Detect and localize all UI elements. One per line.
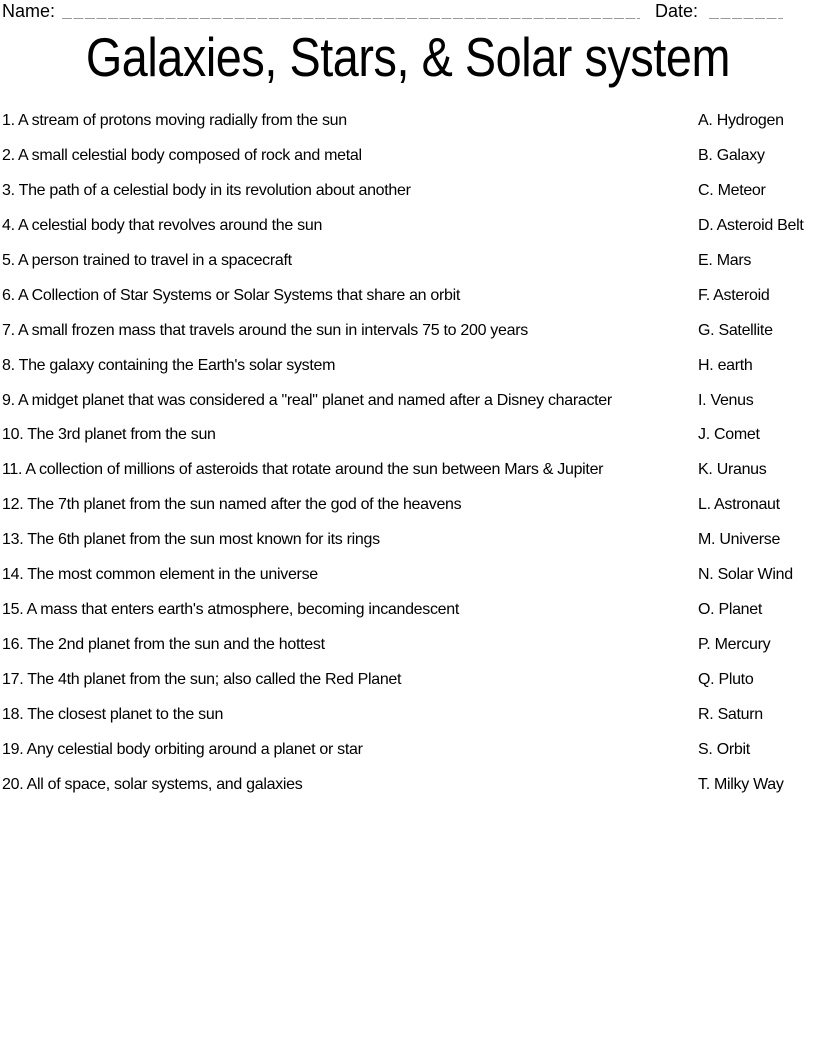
- date-blank-line: [709, 0, 783, 19]
- answer-item: [698, 670, 816, 705]
- question-number: 13.: [2, 531, 24, 549]
- answer-item: [698, 251, 816, 286]
- answer-letter: H.: [698, 356, 714, 374]
- answer-item: [698, 425, 816, 460]
- question-text: The 2nd planet from the sun and the hottest: [27, 636, 325, 654]
- question-text: A midget planet that was considered a "real" planet and named after a Disney character: [18, 391, 612, 409]
- question-text: A small celestial body composed of rock and metal: [18, 146, 362, 164]
- question-number: 16.: [2, 636, 24, 654]
- answer-letter: A.: [698, 112, 713, 129]
- question-item: [2, 530, 696, 565]
- question-item: [2, 181, 696, 216]
- question-text: A small frozen mass that travels around the sun in intervals 75 to 200 years: [18, 321, 528, 339]
- answer-item: [698, 635, 816, 670]
- question-text: A Collection of Star Systems or Solar Systems that share an orbit: [18, 286, 461, 304]
- answer-text: Mercury: [714, 636, 771, 654]
- answer-letter: N.: [698, 566, 714, 584]
- question-item: [2, 391, 696, 426]
- answer-letter: L.: [698, 496, 711, 514]
- answer-letter: R.: [698, 705, 714, 723]
- question-number: 19.: [2, 740, 24, 758]
- answer-text: Astronaut: [714, 496, 780, 514]
- question-text: The galaxy containing the Earth's solar system: [18, 356, 336, 374]
- answer-text: Pluto: [718, 671, 754, 688]
- answer-item: [698, 740, 816, 775]
- answer-text: Orbit: [716, 740, 750, 758]
- answer-item: [698, 705, 816, 740]
- answer-letter: J.: [698, 426, 710, 444]
- answer-text: Galaxy: [716, 146, 765, 164]
- question-text: A person trained to travel in a spacecraft: [18, 251, 292, 269]
- answer-item: [698, 460, 816, 495]
- answer-text: Milky Way: [714, 775, 784, 793]
- answer-text: Meteor: [717, 181, 766, 199]
- answer-letter: T.: [698, 775, 710, 793]
- question-item: [2, 670, 696, 705]
- question-text: The 4th planet from the sun; also called the Red Planet: [27, 671, 402, 688]
- question-number: 5.: [2, 251, 15, 269]
- question-number: 17.: [2, 671, 24, 688]
- answer-item: [698, 146, 816, 181]
- question-number: 18.: [2, 705, 24, 723]
- question-number: 9.: [2, 391, 15, 409]
- question-item: [2, 321, 696, 356]
- answer-item: [698, 565, 816, 600]
- answer-letter: M.: [698, 531, 716, 549]
- answer-text: Asteroid: [713, 286, 770, 304]
- question-number: 3.: [2, 181, 15, 199]
- answer-letter: G.: [698, 321, 715, 339]
- question-number: 14.: [2, 566, 24, 584]
- answer-letter: P.: [698, 636, 711, 654]
- answer-item: [698, 321, 816, 356]
- answer-text: earth: [717, 356, 753, 374]
- answer-letter: K.: [698, 461, 713, 479]
- question-text: The 6th planet from the sun most known for its rings: [27, 531, 380, 549]
- answer-text: Venus: [710, 391, 754, 409]
- question-item: [2, 705, 696, 740]
- answer-letter: E.: [698, 251, 713, 269]
- answer-item: [698, 775, 816, 810]
- answer-item: [698, 181, 816, 216]
- answer-item: [698, 111, 816, 146]
- answer-text: Hydrogen: [716, 112, 784, 129]
- question-item: [2, 635, 696, 670]
- name-blank-line: [62, 0, 640, 19]
- question-item: [2, 216, 696, 251]
- answer-text: Satellite: [718, 321, 773, 339]
- answer-text: Mars: [716, 251, 752, 269]
- question-text: The most common element in the universe: [27, 566, 318, 584]
- question-item: [2, 356, 696, 391]
- questions-list: [2, 111, 696, 810]
- name-label: Name:: [2, 1, 56, 21]
- answer-item: [698, 216, 816, 251]
- question-text: A collection of millions of asteroids that rotate around the sun between Mars & Jupiter: [25, 461, 604, 479]
- question-number: 20.: [2, 775, 24, 793]
- question-number: 7.: [2, 321, 15, 339]
- answer-letter: I.: [698, 391, 707, 409]
- question-text: All of space, solar systems, and galaxies: [26, 775, 303, 793]
- answer-text: Comet: [714, 426, 760, 444]
- question-item: [2, 495, 696, 530]
- question-number: 6.: [2, 286, 15, 304]
- date-label: Date:: [655, 1, 699, 21]
- question-text: A stream of protons moving radially from the sun: [18, 112, 347, 129]
- question-number: 4.: [2, 216, 15, 234]
- question-item: [2, 740, 696, 775]
- answer-letter: S.: [698, 740, 713, 758]
- question-number: 8.: [2, 356, 15, 374]
- question-number: 12.: [2, 496, 24, 514]
- question-text: Any celestial body orbiting around a planet or star: [26, 740, 363, 758]
- question-text: The 3rd planet from the sun: [27, 426, 216, 444]
- question-item: [2, 251, 696, 286]
- question-item: [2, 146, 696, 181]
- page-title: [0, 24, 816, 90]
- answer-letter: Q.: [698, 671, 715, 688]
- answer-letter: F.: [698, 286, 710, 304]
- answer-text: Uranus: [716, 461, 767, 479]
- answer-letter: O.: [698, 601, 715, 619]
- question-text: The path of a celestial body in its revolution about another: [18, 181, 411, 199]
- question-text: The closest planet to the sun: [27, 705, 224, 723]
- answers-list: [698, 111, 816, 810]
- question-number: 15.: [2, 601, 24, 619]
- answer-item: [698, 286, 816, 321]
- answer-text: Asteroid Belt: [716, 216, 804, 234]
- question-item: [2, 600, 696, 635]
- question-item: [2, 565, 696, 600]
- answer-item: [698, 495, 816, 530]
- question-text: The 7th planet from the sun named after the god of the heavens: [27, 496, 462, 514]
- question-number: 10.: [2, 426, 24, 444]
- question-item: [2, 111, 696, 146]
- page-title-text: Galaxies, Stars, & Solar system: [85, 26, 731, 88]
- answer-letter: B.: [698, 146, 713, 164]
- question-item: [2, 775, 696, 810]
- question-text: A celestial body that revolves around the sun: [18, 216, 323, 234]
- answer-item: [698, 530, 816, 565]
- answer-letter: D.: [698, 216, 714, 234]
- answer-text: Saturn: [717, 705, 763, 723]
- answer-text: Universe: [719, 531, 781, 549]
- question-number: 11.: [2, 461, 23, 479]
- answer-item: [698, 391, 816, 426]
- question-item: [2, 425, 696, 460]
- question-item: [2, 460, 696, 495]
- answer-item: [698, 600, 816, 635]
- answer-item: [698, 356, 816, 391]
- answer-text: Planet: [718, 601, 763, 619]
- answer-text: Solar Wind: [717, 566, 793, 584]
- answer-letter: C.: [698, 181, 714, 199]
- question-number: 2.: [2, 146, 15, 164]
- question-number: 1.: [2, 112, 15, 129]
- question-item: [2, 286, 696, 321]
- question-text: A mass that enters earth's atmosphere, becoming incandescent: [26, 601, 460, 619]
